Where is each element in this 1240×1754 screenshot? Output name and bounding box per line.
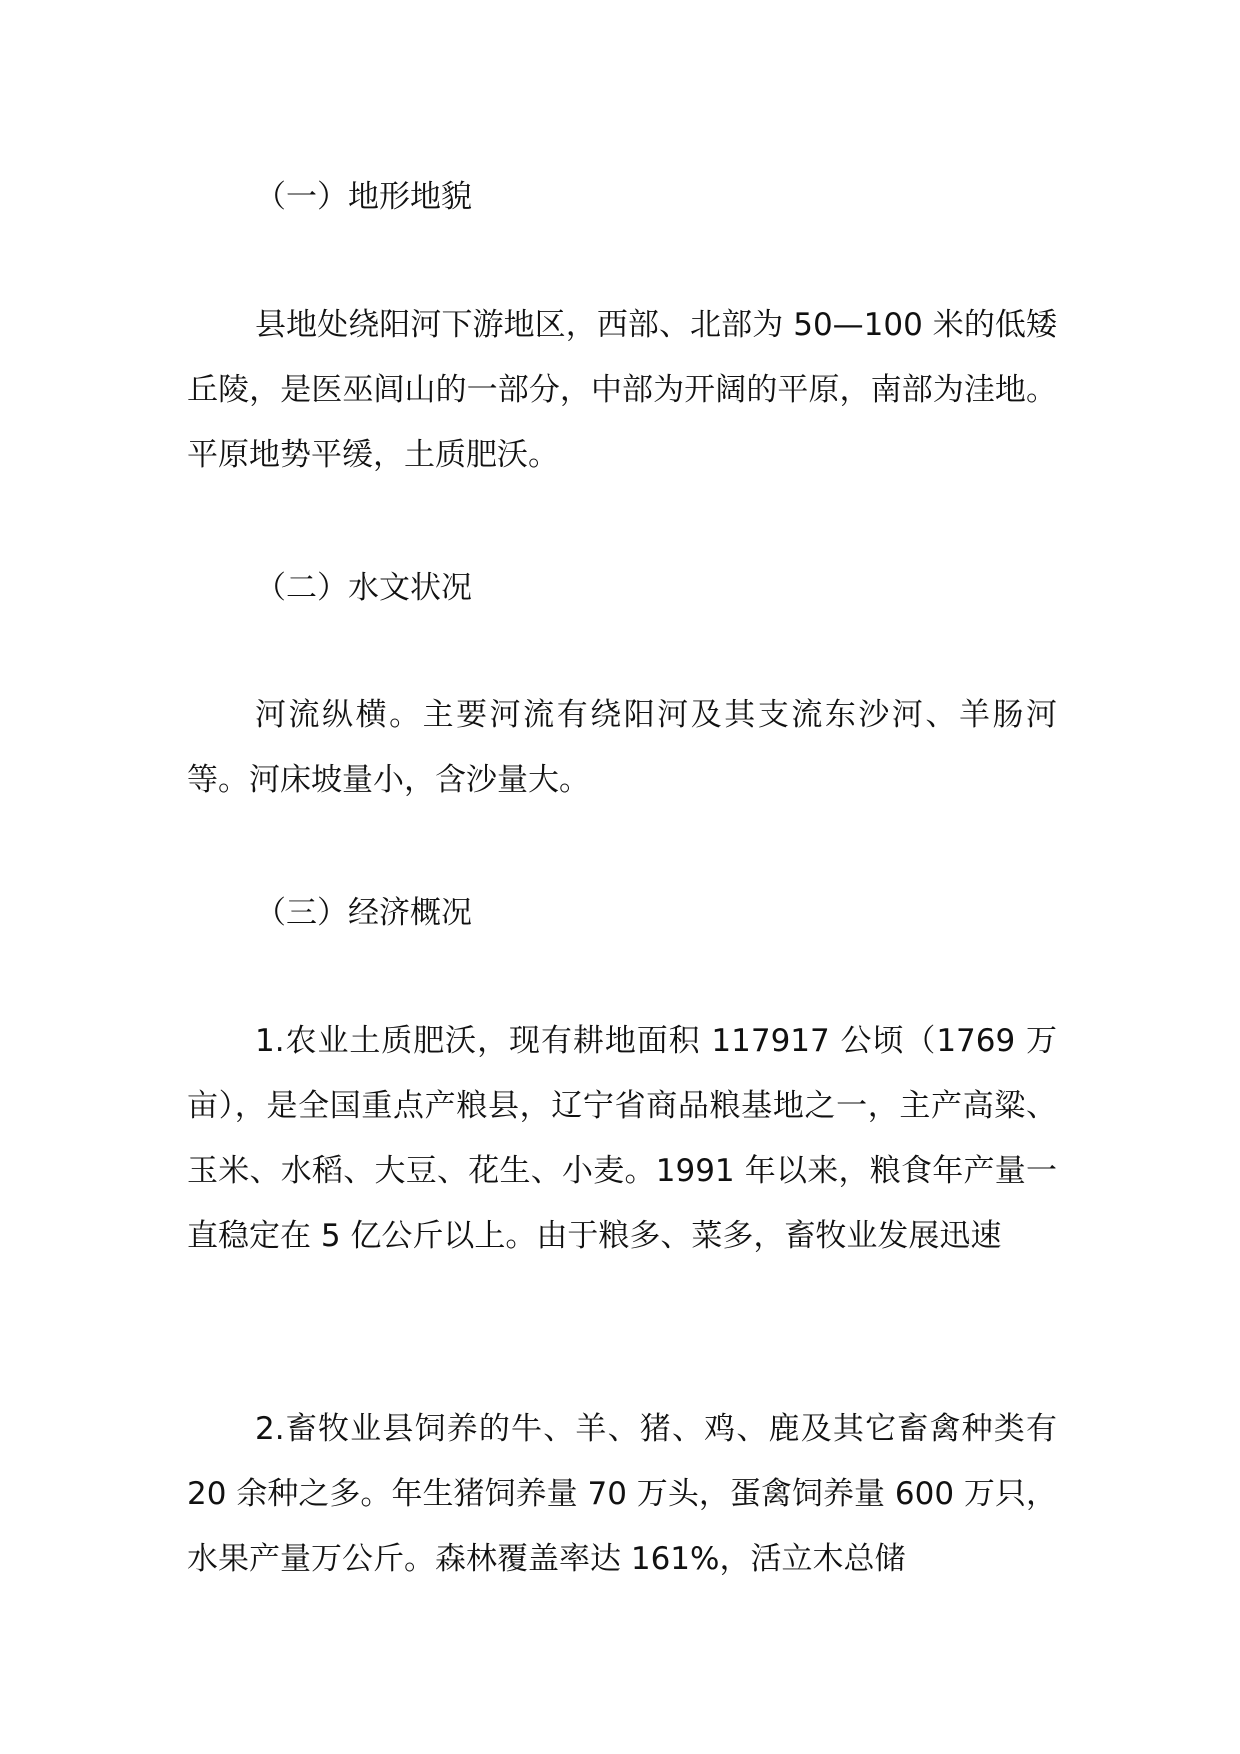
section-heading-hydrology: （二）水文状况 [255,570,472,606]
paragraph-agriculture: 1.农业土质肥沃，现有耕地面积 117917 公顷（1769 万亩），是全国重点产粮县，辽宁省商品粮基地之一，主产高粱、玉米、水稻、大豆、花生、小麦。1991 年以来，粮食年产量一直稳定在 5 亿公斤以上。由于粮多、菜多，畜牧业发展迅速 [187,1023,1057,1254]
section-heading-economy: （三）经济概况 [255,895,472,931]
paragraph-hydrology: 河流纵横。主要河流有绕阳河及其支流东沙河、羊肠河等。河床坡量小，含沙量大。 [187,697,1057,798]
paragraph-animal-husbandry: 2.畜牧业县饲养的牛、羊、猪、鸡、鹿及其它畜禽种类有 20 余种之多。年生猪饲养量 70 万头，蛋禽饲养量 600 万只，水果产量万公斤。森林覆盖率达 161%，活立木总储 [187,1411,1057,1577]
section-heading-terrain: （一）地形地貌 [255,179,472,215]
paragraph-terrain: 县地处绕阳河下游地区，西部、北部为 50—100 米的低矮丘陵，是医巫闾山的一部分，中部为开阔的平原，南部为洼地。平原地势平缓，土质肥沃。 [187,307,1057,473]
